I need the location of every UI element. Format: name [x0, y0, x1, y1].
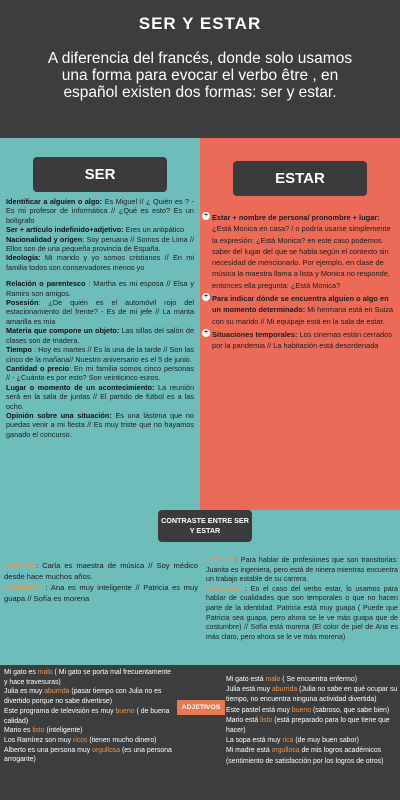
page-title: SER Y ESTAR	[138, 14, 262, 33]
ser-item: Opinión sobre una situación: Es una lástima que no puedas venir a mi fiesta // Es muy triste que no hayamos ganado el concurso.	[6, 410, 194, 439]
ser-item: Cantidad o precio: En mi familia somos cinco personas // - ¿Cuánto es por esto? Son veinticinco euros.	[6, 363, 194, 383]
estar-item: + Estar + nombre de persona/ pronombre + lugar: ¿Está Monica en casa? / o podría usarse simplemente la expresión: ¿Está Monica? en este caso podemos saber del lugar del que se habla según el contexto sin necesidad de mencionarlo. Por ejemplo, en clase de música la maestra llama a lista y Monica no responde, entonces ella pregunta: ¿Está Monica?	[203, 212, 391, 290]
ser-list	[6, 197, 194, 439]
ser-item: Ideología: Mi marido y yo somos cristianos // En mi familia todos son conservadores menos yo	[6, 253, 194, 272]
ser-adjectives	[4, 668, 174, 765]
ser-item: Materia que compone un objeto: Las sillas del salón de clases son de madera.	[6, 326, 194, 345]
adjective-item: Mi gato está malo ( Se encuentra enfermo)	[226, 676, 357, 683]
adjective-item: Alberto es una persona muy orgullosa (es una persona arrogante)	[4, 746, 172, 764]
adjective-item: La sopa está muy rica (de muy buen sabor)	[226, 737, 359, 745]
estar-adjectives	[226, 675, 398, 767]
ser-item: Relación o parentesco : Martha es mi esposa // Elsa y Ramiro son amigos.	[6, 279, 194, 298]
ser-contrast-text	[4, 560, 198, 604]
ser-item: Tiempo : Hoy es martes // Es la una de la tarde // Son las cinco de la mañana// Nuestro aniversario es el 5 de junio.	[6, 345, 194, 364]
contrast-heading: CONTRASTE ENTRE SER Y ESTAR	[158, 510, 252, 542]
estar-contrast-text	[206, 556, 398, 642]
plus-icon: +	[203, 293, 209, 301]
adjective-item: Este programa de televisión es muy bueno ( de buena calidad)	[4, 707, 170, 725]
adjectives-label: ADJETIVOS	[177, 700, 225, 715]
adjective-item: Mario es listo (inteligente)	[4, 727, 83, 735]
ser-item: Nacionalidad y origen: Soy peruana // Somos de Lima // Ellos son de una pequeña provincia de España.	[6, 234, 194, 254]
adjective-item: Mario está listo (está preparado para lo que tiene que hacer)	[226, 716, 390, 735]
intro-text: A diferencia del francés, donde solo usamos una forma para evocar el verbo être , en español existen dos formas: ser y estar.	[47, 50, 353, 101]
estar-list	[203, 212, 396, 352]
estar-item: + Situaciones temporales: Los cinemas están cerrados por la pandemia // La habitación está desordenada	[203, 328, 392, 351]
ser-qualities: Cualidades : Ana es muy inteligente // Patricia es muy guapa // Sofía es morena	[4, 583, 198, 603]
ser-item: Posesión: ¿De quién es el automóvil rojo del estacionamiento del frente? - Es de mi jefe // La manta amarilla es mía	[6, 298, 194, 326]
plus-icon: +	[203, 212, 209, 219]
adjective-item: Este pastel está muy bueno (sabroso, que sabe bien)	[226, 706, 390, 714]
adjective-item: Mi gato es malo ( Mi gato se porta mal frecuentamente y hace travesuras)	[4, 669, 171, 686]
ser-profession: Profesión: Carla es maestra de música // Soy médico desde hace muchos años.	[4, 561, 198, 581]
adjective-item: Los Ramírez son muy ricos (tienen mucho dinero)	[4, 736, 157, 744]
estar-item: + Para indicar dónde se encuentra alguien o algo en un momento determinado: Mi hermana está en Suiza con su marido // Mi equipaje está en la sala de estar.	[203, 293, 394, 326]
estar-qualities: Cualidades : En el caso del verbo estar, lo usamos para hablar de cualidades que son temporales o que no hacen parte de la identidad. Patricia está muy guapa ( Puede que Patricia sea guapa, pero ahora se le ve más guapa que de costumbre) // Sofía está morena (El color de piel de Ana es más claro, pero ahora se le ve más morena)	[206, 584, 398, 641]
adjective-item: Julia está muy aburrida (Julia no sabe en qué ocupar su tiempo, no encuentra ninguna actividad divertida)	[226, 686, 398, 704]
estar-profession: Profesión: Para hablar de profesiones que son transitorias: Juanita es ingeniera, pero está de ninera mientras encuentra un trabajo estable de su carrera.	[206, 556, 398, 584]
adjective-item: Mi madre está orgullosa de mis logros académicos (sentimiento de satisfacción por los logros de otros)	[226, 747, 384, 765]
plus-icon: +	[203, 328, 209, 336]
adjective-item: Julia es muy aburrida (pasar tiempo con Julia no es divertido porque no sabe divertirse)	[4, 688, 162, 706]
ser-item: Identificar a alguien o algo: Es Miguel // ¿ Quién es ? - Es mi profesor de informática // ¿Qué es esto? Es un bolígrafo	[6, 197, 194, 225]
ser-heading: SER	[33, 157, 167, 192]
estar-heading: ESTAR	[233, 161, 367, 196]
ser-item: Ser + artículo indefinido+adjetivo: Eres un antipático	[6, 225, 185, 235]
ser-item: Lugar o momento de un acontecimiento: La reunión será en la sala de juntas // El partido de fútbol es a las ocho.	[6, 382, 194, 411]
